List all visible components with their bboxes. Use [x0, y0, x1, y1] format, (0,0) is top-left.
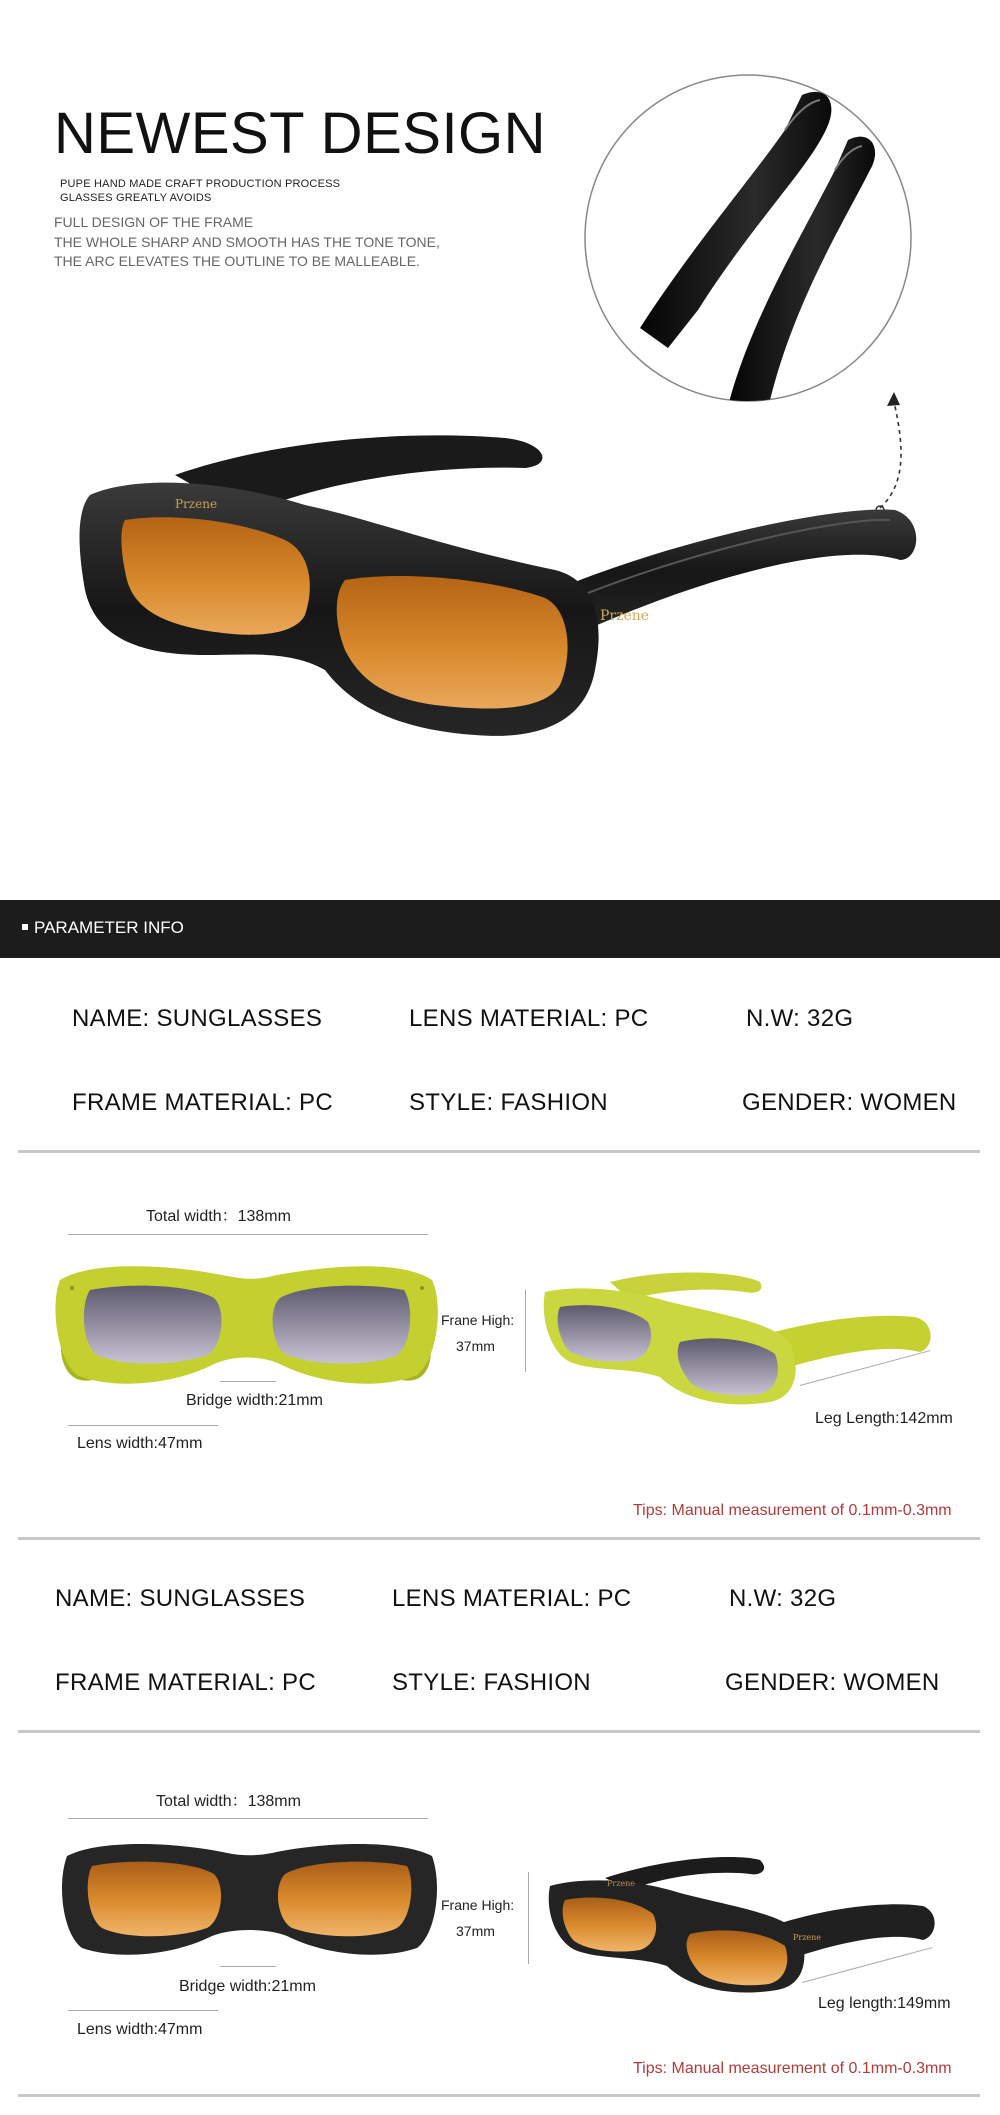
- side-view-lime-image: [540, 1262, 940, 1412]
- bridge-width-label: Bridge width:21mm: [179, 1978, 316, 1995]
- spec-lens-material: LENS MATERIAL: PC: [392, 1585, 632, 1612]
- spec-frame-material: FRAME MATERIAL: PC: [55, 1669, 316, 1696]
- divider: [18, 2094, 980, 2097]
- leg-length-label: Leg Length:142mm: [815, 1410, 953, 1427]
- lens-width-line: [68, 2010, 218, 2011]
- divider: [18, 1150, 980, 1153]
- parameter-info-label: PARAMETER INFO: [34, 918, 184, 937]
- total-width-label: Total width：138mm: [146, 1208, 291, 1225]
- page-title: NEWEST DESIGN: [54, 101, 547, 166]
- leg-length-label: Leg length:149mm: [818, 1995, 951, 2012]
- lens-width-label: Lens width:47mm: [77, 2021, 203, 2038]
- frame-high-line: [528, 1872, 529, 1964]
- spec-gender: GENDER: WOMEN: [725, 1669, 940, 1696]
- bridge-width-line: [220, 1966, 276, 1967]
- spec-style: STYLE: FASHION: [392, 1669, 591, 1696]
- frame-high-label: Frane High:: [441, 1897, 515, 1913]
- brand-logo: Przene: [793, 1933, 822, 1942]
- spec-style: STYLE: FASHION: [409, 1089, 608, 1116]
- divider: [18, 1537, 980, 1540]
- hero-text-line: PUPE HAND MADE CRAFT PRODUCTION PROCESS: [60, 178, 341, 190]
- total-width-line: [68, 1234, 428, 1235]
- brand-logo: Przene: [607, 1879, 636, 1888]
- frame-high-value: 37mm: [456, 1338, 495, 1354]
- spec-lens-material: LENS MATERIAL: PC: [409, 1005, 649, 1032]
- hero-sunglasses-image: [75, 420, 925, 750]
- tips-note: Tips: Manual measurement of 0.1mm-0.3mm: [633, 2060, 952, 2077]
- frame-high-value: 37mm: [456, 1923, 495, 1939]
- temple-detail-circle: [580, 70, 916, 406]
- spec-net-weight: N.W: 32G: [729, 1585, 837, 1612]
- hero-text-line: THE ARC ELEVATES THE OUTLINE TO BE MALLEABLE.: [54, 253, 420, 269]
- frame-high-line: [525, 1290, 526, 1372]
- spec-frame-material: FRAME MATERIAL: PC: [72, 1089, 333, 1116]
- front-view-lime-image: [52, 1260, 442, 1395]
- hero-text-line: GLASSES GREATLY AVOIDS: [60, 192, 212, 204]
- front-view-black-image: [62, 1838, 437, 1958]
- lens-width-line: [68, 1425, 218, 1426]
- side-view-black-image: [545, 1848, 940, 1998]
- spec-gender: GENDER: WOMEN: [742, 1089, 957, 1116]
- tips-note: Tips: Manual measurement of 0.1mm-0.3mm: [633, 1502, 952, 1519]
- lens-width-label: Lens width:47mm: [77, 1435, 203, 1452]
- brand-logo: Przene: [175, 497, 218, 511]
- frame-high-label: Frane High:: [441, 1312, 515, 1328]
- spec-name: NAME: SUNGLASSES: [72, 1005, 323, 1032]
- total-width-label: Total width：138mm: [156, 1793, 301, 1810]
- hero-text-line: FULL DESIGN OF THE FRAME: [54, 214, 254, 230]
- brand-logo: Przene: [600, 608, 650, 624]
- bullet-icon: [22, 924, 28, 930]
- divider: [18, 1730, 980, 1733]
- spec-net-weight: N.W: 32G: [746, 1005, 854, 1032]
- parameter-info-bar: [0, 900, 1000, 958]
- bridge-width-line: [220, 1381, 276, 1382]
- spec-name: NAME: SUNGLASSES: [55, 1585, 306, 1612]
- total-width-line: [68, 1818, 428, 1819]
- bridge-width-label: Bridge width:21mm: [186, 1392, 323, 1409]
- hero-text-line: THE WHOLE SHARP AND SMOOTH HAS THE TONE TONE,: [54, 234, 440, 250]
